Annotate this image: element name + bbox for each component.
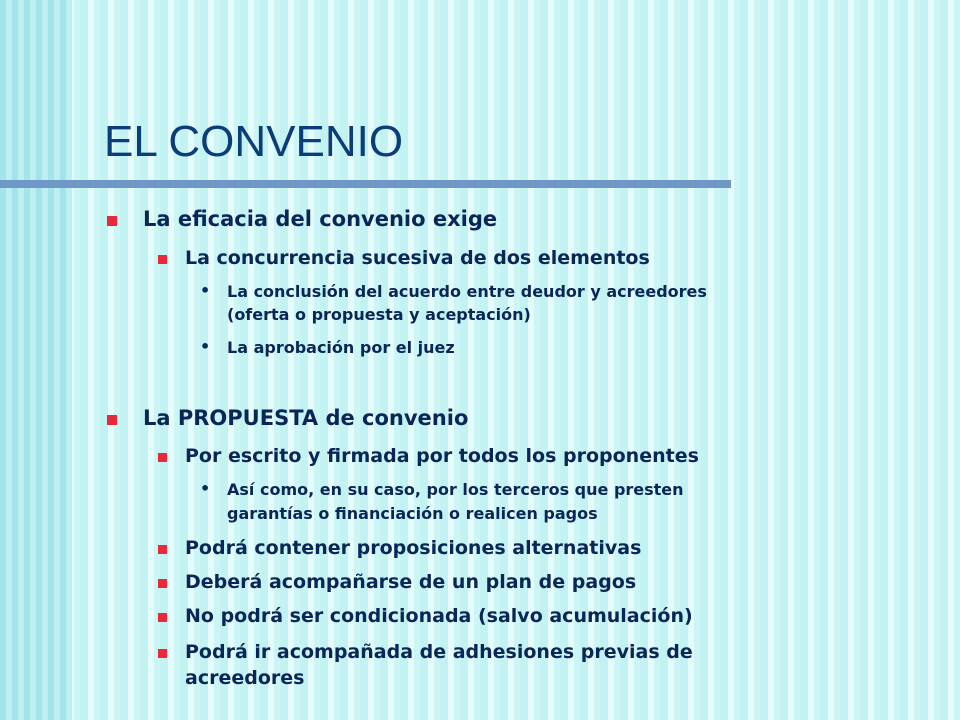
dot-bullet-icon: • [200,337,211,356]
bullet-level3-terceros: Así como, en su caso, por los terceros que presten [227,480,684,499]
bullet-level2-alternativas: Podrá contener proposiciones alternativas [185,537,642,559]
slide-title: EL CONVENIO [104,117,404,166]
square-bullet-icon [158,649,167,658]
square-bullet-icon [158,255,167,264]
dot-bullet-icon: • [200,281,211,300]
bullet-level3-terceros-cont: garantías o financiación o realicen pagos [227,504,598,523]
bullet-level2-plan-pagos: Deberá acompañarse de un plan de pagos [185,571,637,593]
square-bullet-icon [158,453,167,462]
bullet-level2-adhesiones-cont: acreedores [185,667,305,689]
bullet-level3-conclusion-cont: (oferta o propuesta y aceptación) [227,305,531,324]
square-bullet-icon [158,545,167,554]
square-bullet-icon [158,613,167,622]
dot-bullet-icon: • [200,479,211,498]
square-bullet-icon [107,415,117,425]
bullet-level3-conclusion: La conclusión del acuerdo entre deudor y acreedores [227,282,707,301]
bullet-level1-propuesta: La PROPUESTA de convenio [143,406,469,430]
square-bullet-icon [158,579,167,588]
bullet-level2-escrito: Por escrito y firmada por todos los proponentes [185,445,699,467]
bullet-level2-adhesiones: Podrá ir acompañada de adhesiones previas de [185,641,693,663]
square-bullet-icon [107,216,117,226]
bullet-level2-concurrencia: La concurrencia sucesiva de dos elementos [185,247,650,269]
bullet-level1-eficacia: La eficacia del convenio exige [143,207,498,231]
bullet-level3-aprobacion: La aprobación por el juez [227,338,455,357]
bullet-level2-condicionada: No podrá ser condicionada (salvo acumulación) [185,605,693,627]
